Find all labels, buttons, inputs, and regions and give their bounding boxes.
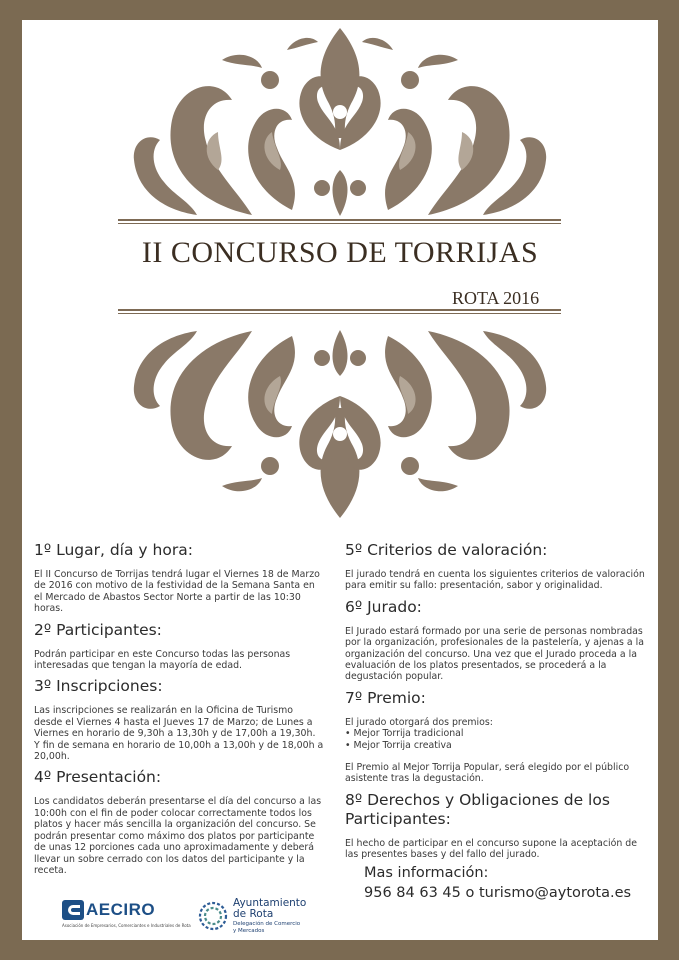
- bottom-rule-thin: [118, 313, 561, 314]
- section-body: El jurado tendrá en cuenta los siguientes criterios de valoración para emitir su fallo: presentación, sabor y originalidad.: [345, 569, 645, 592]
- section-participantes: [34, 621, 324, 672]
- poster-title: II CONCURSO DE TORRIJAS: [141, 236, 539, 269]
- section-body: El hecho de participar en el concurso supone la aceptación de las presentes bases y del fallo del jurado.: [345, 837, 637, 861]
- section-inscripciones: [34, 677, 324, 762]
- contact-label: Mas información:: [364, 865, 489, 881]
- section-criterios: [345, 541, 645, 592]
- section-presentacion: [34, 768, 324, 876]
- bottom-rule: [118, 309, 561, 311]
- section-premio: [345, 689, 645, 785]
- aeciro-name: AECIRO: [86, 900, 156, 919]
- aeciro-tagline: Asociación de Empresarios, Comerciantes e Industriales de Rota: [62, 923, 191, 928]
- rules-left-column: [34, 541, 324, 876]
- section-body: El Jurado estará formado por una serie de personas nombradas por la organización, profesionales de la pastelería, y ajenas a la organización del concurso. Una vez que el Jurado proceda a la evaluación de los platos presentados, se procederá a la degustación popular.: [345, 625, 644, 683]
- poster: [22, 20, 658, 940]
- section-body: El Premio al Mejor Torrija Popular, será elegido por el público asistente tras la degustación.: [345, 762, 630, 785]
- section-heading: 8º Derechos y Obligaciones de los Participantes:: [345, 790, 610, 828]
- ayuntamiento-tagline-line2: y Mercados: [233, 927, 265, 934]
- poster-subtitle: ROTA 2016: [452, 288, 540, 308]
- aeciro-mark-icon: [62, 900, 84, 920]
- ayuntamiento-tagline-line1: Delegación de Comercio: [233, 921, 301, 927]
- section-derechos: [345, 791, 645, 861]
- ayuntamiento-name-line1: Ayuntamiento: [233, 897, 307, 909]
- contact-info: [364, 863, 631, 903]
- contact-value: 956 84 63 45 o turismo@aytorota.es: [364, 885, 632, 901]
- ayuntamiento-emblem-icon: [197, 900, 229, 932]
- section-lugar: [34, 541, 324, 615]
- prize-item: • Mejor Torrija creativa: [345, 739, 452, 751]
- rules-right-column: [345, 541, 645, 861]
- section-body: Los candidatos deberán presentarse el día del concurso a las 10:00h con el fin de poder colocar correctamente todos los platos y hacer más sencilla la organización del concurso. Se podrán presentar como máximo dos platos por participante de unas 12 porciones cada uno aproximadamente y deberá llevar un sobre cerrado con los datos del participante y la receta.: [34, 796, 322, 876]
- ayuntamiento-logo: [197, 898, 327, 938]
- top-rule-thin: [118, 223, 561, 224]
- top-rule: [118, 219, 561, 221]
- section-heading: 3º Inscripciones:: [34, 677, 163, 696]
- aeciro-logo: [62, 898, 192, 938]
- section-body: Las inscripciones se realizarán en la Oficina de Turismo desde el Viernes 4 hasta el Jueves 17 de Marzo; de Lunes a Viernes en horario de 9,30h a 13,30h y de 17,00h a 19,30h. Y fin de semana en horario de 10,00h a 13,00h y de 18,00h a 20,00h.: [34, 705, 324, 763]
- section-heading: 5º Criterios de valoración:: [345, 541, 548, 559]
- section-heading: 2º Participantes:: [34, 620, 162, 639]
- section-heading: 1º Lugar, día y hora:: [34, 541, 193, 559]
- top-ornament: [22, 20, 658, 225]
- prize-item: • Mejor Torrija tradicional: [345, 728, 464, 740]
- section-heading: 4º Presentación:: [34, 768, 162, 787]
- bottom-ornament: [22, 316, 658, 526]
- section-heading: 7º Premio:: [345, 688, 426, 707]
- section-heading: 6º Jurado:: [345, 597, 422, 616]
- section-body: Podrán participar en este Concurso todas las personas interesadas que tengan la mayoría de edad.: [34, 648, 291, 672]
- section-jurado: [345, 598, 645, 683]
- ayuntamiento-name-line2: de Rota: [233, 908, 274, 920]
- section-body: El II Concurso de Torrijas tendrá lugar el Viernes 18 de Marzo de 2016 con motivo de la festividad de la Semana Santa en el Mercado de Abastos Sector Norte a partir de las 10:30 horas.: [34, 569, 320, 615]
- section-body: El jurado otorgará dos premios:: [345, 716, 493, 728]
